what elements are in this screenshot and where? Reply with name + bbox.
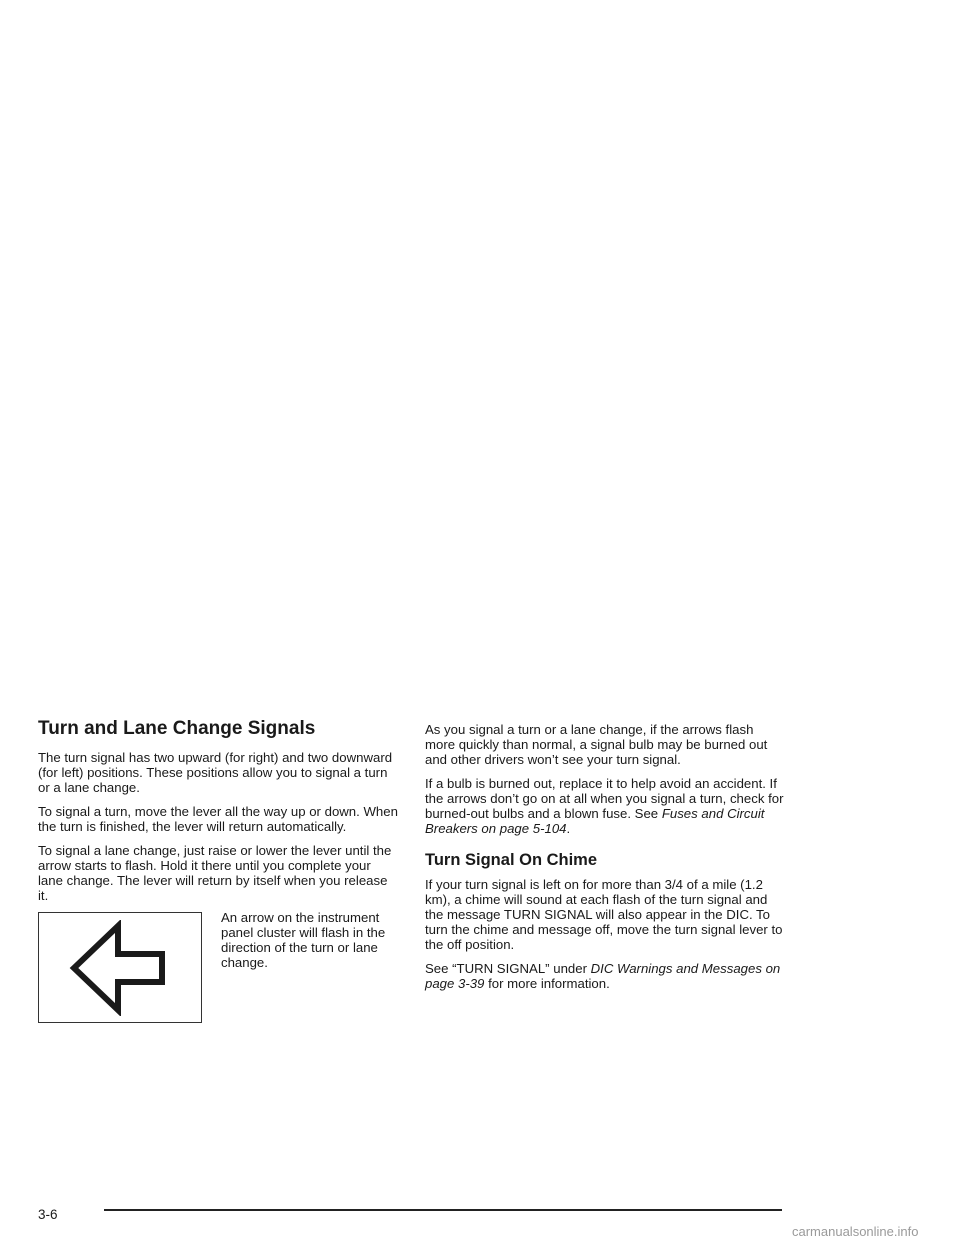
- left-arrow-icon: [68, 920, 172, 1016]
- paragraph-fast-flash: As you signal a turn or a lane change, if the arrows flash more quickly than normal, a signal bulb may be burned out and other drivers won’t see your turn signal.: [425, 722, 768, 767]
- section-title: Turn and Lane Change Signals: [38, 718, 316, 739]
- arrow-caption: [221, 910, 398, 970]
- dic-reference-text: See “TURN SIGNAL” under: [425, 961, 587, 976]
- subsection-title: Turn Signal On Chime: [425, 851, 598, 869]
- fuses-reference-link[interactable]: Fuses and Circuit Breakers on page 5-104: [425, 806, 765, 836]
- caption-text: An arrow on the instrument panel cluster will flash in the direction of the turn or lane change.: [221, 910, 386, 970]
- watermark: carmanualsonline.info: [792, 1224, 919, 1239]
- dic-warnings-link[interactable]: DIC Warnings and Messages on page 3-39: [425, 961, 781, 991]
- page-number: 3-6: [38, 1207, 58, 1222]
- arrow-figure-row: [38, 912, 398, 1023]
- paragraph-burned-out-bulb: [425, 776, 785, 836]
- footer-rule: [104, 1209, 782, 1211]
- paragraph-signal-lane-change: To signal a lane change, just raise or lower the lever until the arrow starts to flash. Hold it there until you complete your lane change. The lever will return by itself when you release it.: [38, 843, 392, 903]
- right-column: [425, 718, 785, 1000]
- paragraph-signal-turn: To signal a turn, move the lever all the way up or down. When the turn is finished, the lever will return automatically.: [38, 804, 398, 834]
- paragraph-chime: If your turn signal is left on for more than 3/4 of a mile (1.2 km), a chime will sound at each flash of the turn signal and the message TURN SIGNAL will also appear in the DIC. To turn the chime and message off, move the turn signal lever to the off position.: [425, 877, 783, 952]
- left-column: [38, 718, 398, 1023]
- arrow-figure: [38, 912, 202, 1023]
- burned-out-text: If a bulb is burned out, replace it to help avoid an accident. If the arrows don’t go on at all when you signal a turn, check for burned-out bulbs and a blown fuse. See: [425, 776, 784, 821]
- paragraph-dic-reference: [425, 961, 785, 991]
- paragraph-turn-signal-positions: The turn signal has two upward (for right) and two downward (for left) positions. These positions allow you to signal a turn or a lane change.: [38, 750, 393, 795]
- dic-reference-end: for more information.: [488, 976, 610, 991]
- burned-out-end: .: [566, 821, 571, 836]
